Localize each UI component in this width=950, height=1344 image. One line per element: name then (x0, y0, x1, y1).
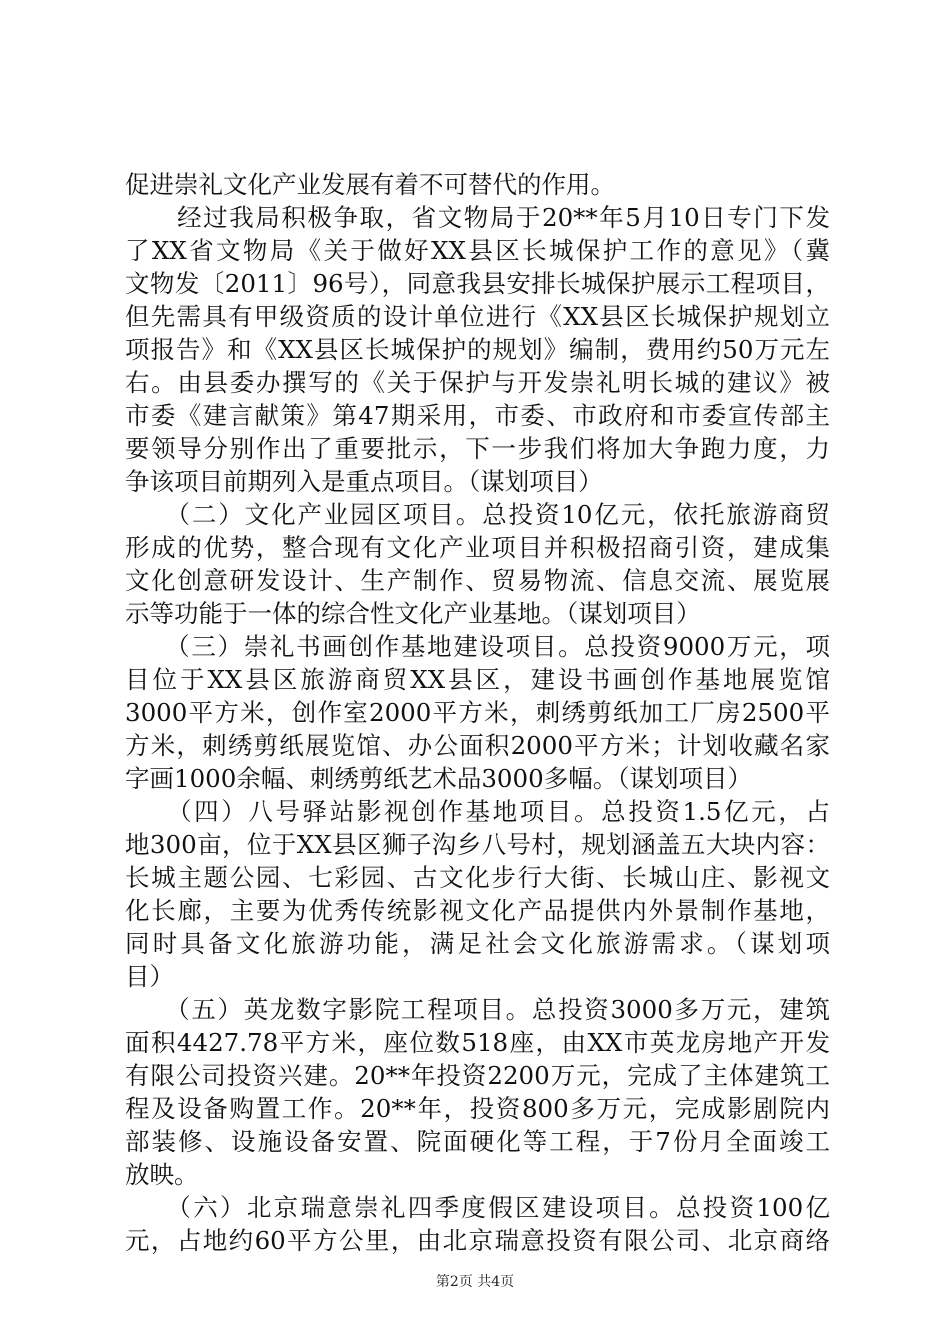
text-line: 化长廊，主要为优秀传统影视文化产品提供内外景制作基地， (125, 896, 830, 925)
text-line: 地300亩，位于XX县区狮子沟乡八号村，规划涵盖五大块内容： (125, 830, 830, 859)
text-line: （二）文化产业园区项目。总投资10亿元，依托旅游商贸 (125, 500, 830, 529)
text-line: （四）八号驿站影视创作基地项目。总投资1.5亿元，占 (125, 797, 830, 826)
text-line: 程及设备购置工作。20**年，投资800多万元，完成影剧院内 (125, 1094, 830, 1123)
text-line: 长城主题公园、七彩园、古文化步行大街、长城山庄、影视文 (125, 863, 830, 892)
text-line: 促进崇礼文化产业发展有着不可替代的作用。 (125, 170, 615, 199)
text-line: 字画1000余幅、刺绣剪纸艺术品3000多幅。（谋划项目） (125, 764, 752, 793)
text-line: 有限公司投资兴建。20**年投资2200万元，完成了主体建筑工 (125, 1061, 830, 1090)
text-line: 方米，刺绣剪纸展览馆、办公面积2000平方米；计划收藏名家 (125, 731, 830, 760)
text-line: 经过我局积极争取，省文物局于20**年5月10日专门下发 (125, 203, 830, 232)
text-line: 要领导分别作出了重要批示，下一步我们将加大争跑力度，力 (125, 434, 830, 463)
text-line: （五）英龙数字影院工程项目。总投资3000多万元，建筑 (125, 995, 830, 1024)
text-line: 市委《建言献策》第47期采用，市委、市政府和市委宣传部主 (125, 401, 830, 430)
text-line: 文化创意研发设计、生产制作、贸易物流、信息交流、展览展 (125, 566, 830, 595)
text-line: 了XX省文物局《关于做好XX县区长城保护工作的意见》（冀 (125, 236, 830, 265)
text-line: （六）北京瑞意崇礼四季度假区建设项目。总投资100亿 (125, 1193, 830, 1222)
text-line: 面积4427.78平方米，座位数518座，由XX市英龙房地产开发 (125, 1028, 830, 1057)
text-line: 元，占地约60平方公里，由北京瑞意投资有限公司、北京商络 (125, 1226, 830, 1255)
text-line: 同时具备文化旅游功能，满足社会文化旅游需求。（谋划项 (125, 929, 830, 958)
text-line: 项报告》和《XX县区长城保护的规划》编制，费用约50万元左 (125, 335, 830, 364)
page-number-footer: 第2页 共4页 (435, 1274, 515, 1290)
text-line: （三）崇礼书画创作基地建设项目。总投资9000万元，项 (125, 632, 830, 661)
text-line: 部装修、设施设备安置、院面硬化等工程，于7份月全面竣工 (125, 1127, 830, 1156)
text-line: 右。由县委办撰写的《关于保护与开发崇礼明长城的建议》被 (125, 368, 830, 397)
text-line: 目） (125, 962, 174, 991)
text-line: 3000平方米，创作室2000平方米，刺绣剪纸加工厂房2500平 (125, 698, 830, 727)
document-body (125, 168, 830, 1257)
text-line: 争该项目前期列入是重点项目。（谋划项目） (125, 467, 603, 496)
text-line: 示等功能于一体的综合性文化产业基地。（谋划项目） (125, 599, 701, 628)
text-line: 放映。 (125, 1160, 199, 1189)
text-line: 文物发〔2011〕96号），同意我县安排长城保护展示工程项目， (125, 269, 830, 298)
text-line: 但先需具有甲级资质的设计单位进行《XX县区长城保护规划立 (125, 302, 830, 331)
text-line: 形成的优势，整合现有文化产业项目并积极招商引资，建成集 (125, 533, 830, 562)
text-line: 目位于XX县区旅游商贸XX县区，建设书画创作基地展览馆 (125, 665, 830, 694)
